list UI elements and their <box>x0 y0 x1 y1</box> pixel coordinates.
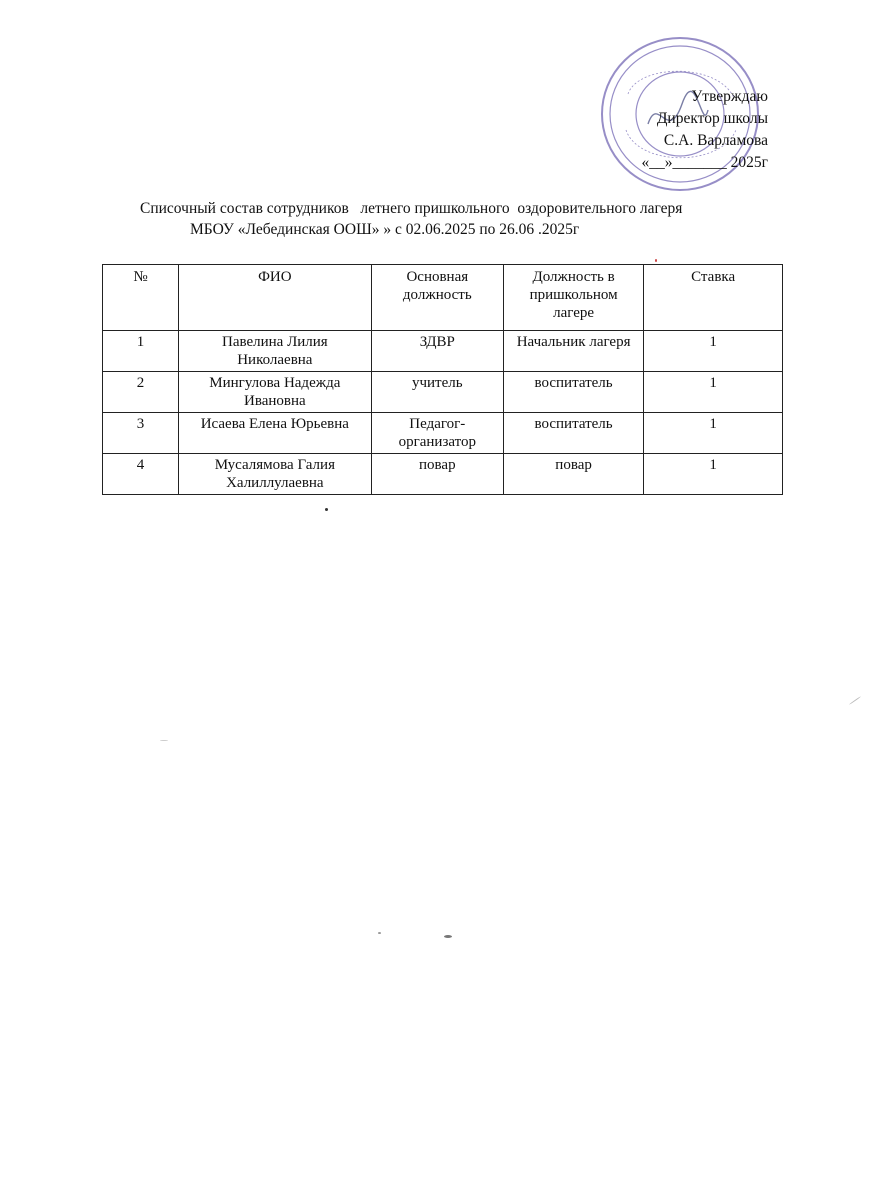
header-camp-position: Должность в пришкольном лагере <box>503 265 643 331</box>
scan-speck <box>655 259 657 262</box>
table-row <box>103 331 783 372</box>
header-position: Основная должность <box>371 265 503 331</box>
cell-position: повар <box>371 454 503 495</box>
cell-fio: Павелина Лилия Николаевна <box>178 331 371 372</box>
cell-rate: 1 <box>644 372 783 413</box>
title-line: МБОУ «Лебединская ООШ» » с 02.06.2025 по 26.06 .2025г <box>190 221 580 238</box>
table-row <box>103 372 783 413</box>
cell-position: Педагог-организатор <box>371 413 503 454</box>
scan-speck <box>160 740 168 741</box>
title-line: Списочный состав сотрудников летнего пришкольного оздоровительного лагеря <box>140 200 683 217</box>
cell-number: 3 <box>103 413 179 454</box>
cell-fio: Исаева Елена Юрьевна <box>178 413 371 454</box>
cell-camp-position: воспитатель <box>503 372 643 413</box>
cell-camp-position: повар <box>503 454 643 495</box>
approval-line: «__»_______ 2025г <box>641 154 768 171</box>
table-row <box>103 413 783 454</box>
cell-number: 4 <box>103 454 179 495</box>
cell-rate: 1 <box>644 454 783 495</box>
scan-speck <box>378 932 381 934</box>
table-row <box>103 454 783 495</box>
approval-block <box>642 86 768 174</box>
scan-speck <box>849 696 861 705</box>
cell-rate: 1 <box>644 413 783 454</box>
scan-speck <box>325 508 328 511</box>
header-number: № <box>103 265 179 331</box>
table-header-row <box>103 265 783 331</box>
header-rate: Ставка <box>644 265 783 331</box>
staff-table <box>102 264 783 495</box>
cell-position: учитель <box>371 372 503 413</box>
cell-number: 1 <box>103 331 179 372</box>
approval-line: Директор школы <box>656 110 768 127</box>
approval-line: Утверждаю <box>691 88 768 105</box>
cell-camp-position: воспитатель <box>503 413 643 454</box>
cell-number: 2 <box>103 372 179 413</box>
cell-camp-position: Начальник лагеря <box>503 331 643 372</box>
cell-fio: Мусалямова Галия Халиллулаевна <box>178 454 371 495</box>
approval-line: С.А. Варламова <box>663 132 768 149</box>
cell-position: ЗДВР <box>371 331 503 372</box>
cell-rate: 1 <box>644 331 783 372</box>
cell-fio: Мингулова Надежда Ивановна <box>178 372 371 413</box>
header-fio: ФИО <box>178 265 371 331</box>
scan-speck <box>444 935 452 938</box>
